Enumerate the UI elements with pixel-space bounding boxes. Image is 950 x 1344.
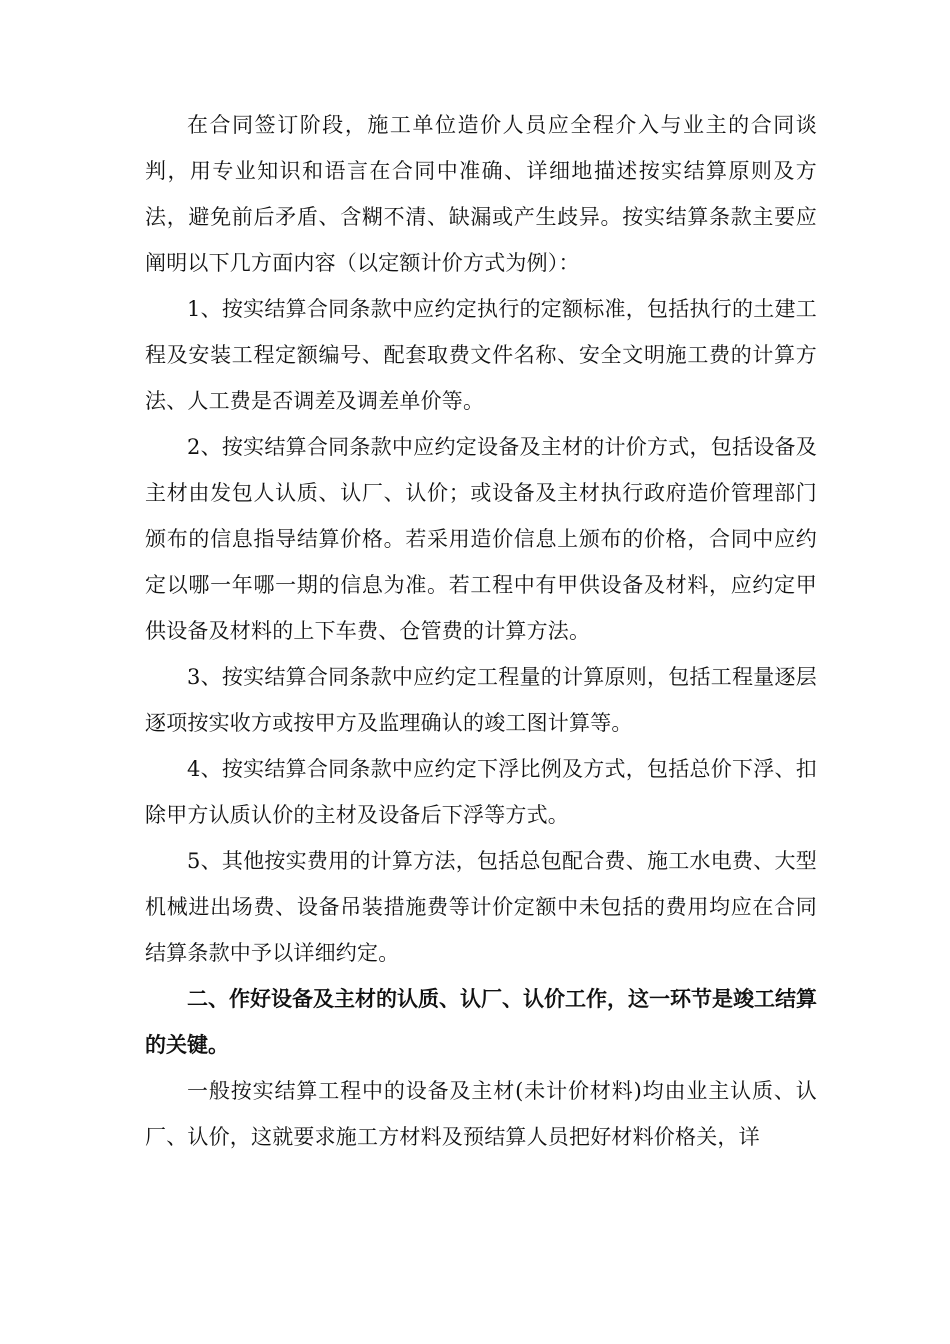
paragraph-item-4: 4、按实结算合同条款中应约定下浮比例及方式，包括总价下浮、扣除甲方认质认价的主材及设备后下浮等方式。 [145,757,817,827]
paragraph-item-3: 3、按实结算合同条款中应约定工程量的计算原则，包括工程量逐层逐项按实收方或按甲方及监理确认的竣工图计算等。 [145,665,817,735]
paragraph-item-2: 2、按实结算合同条款中应约定设备及主材的计价方式，包括设备及主材由发包人认质、认厂、认价；或设备及主材执行政府造价管理部门颁布的信息指导结算价格。若采用造价信息上颁布的价格，合同中应约定以哪一年哪一期的信息为准。若工程中有甲供设备及材料，应约定甲供设备及材料的上下车费、仓管费的计算方法。 [145,435,817,643]
document-page [145,102,817,1160]
paragraph-item-1: 1、按实结算合同条款中应约定执行的定额标准，包括执行的土建工程及安装工程定额编号、配套取费文件名称、安全文明施工费的计算方法、人工费是否调差及调差单价等。 [145,297,817,413]
paragraph-contract-signing: 在合同签订阶段，施工单位造价人员应全程介入与业主的合同谈判，用专业知识和语言在合同中准确、详细地描述按实结算原则及方法，避免前后矛盾、含糊不清、缺漏或产生歧异。按实结算条款主要应阐明以下几方面内容（以定额计价方式为例）： [145,113,817,275]
section-heading-two: 二、作好设备及主材的认质、认厂、认价工作，这一环节是竣工结算的关键。 [145,987,817,1057]
paragraph-materials-intro: 一般按实结算工程中的设备及主材(未计价材料)均由业主认质、认厂、认价，这就要求施工方材料及预结算人员把好材料价格关，详 [145,1079,817,1149]
paragraph-item-5: 5、其他按实费用的计算方法，包括总包配合费、施工水电费、大型机械进出场费、设备吊装措施费等计价定额中未包括的费用均应在合同结算条款中予以详细约定。 [145,849,817,965]
